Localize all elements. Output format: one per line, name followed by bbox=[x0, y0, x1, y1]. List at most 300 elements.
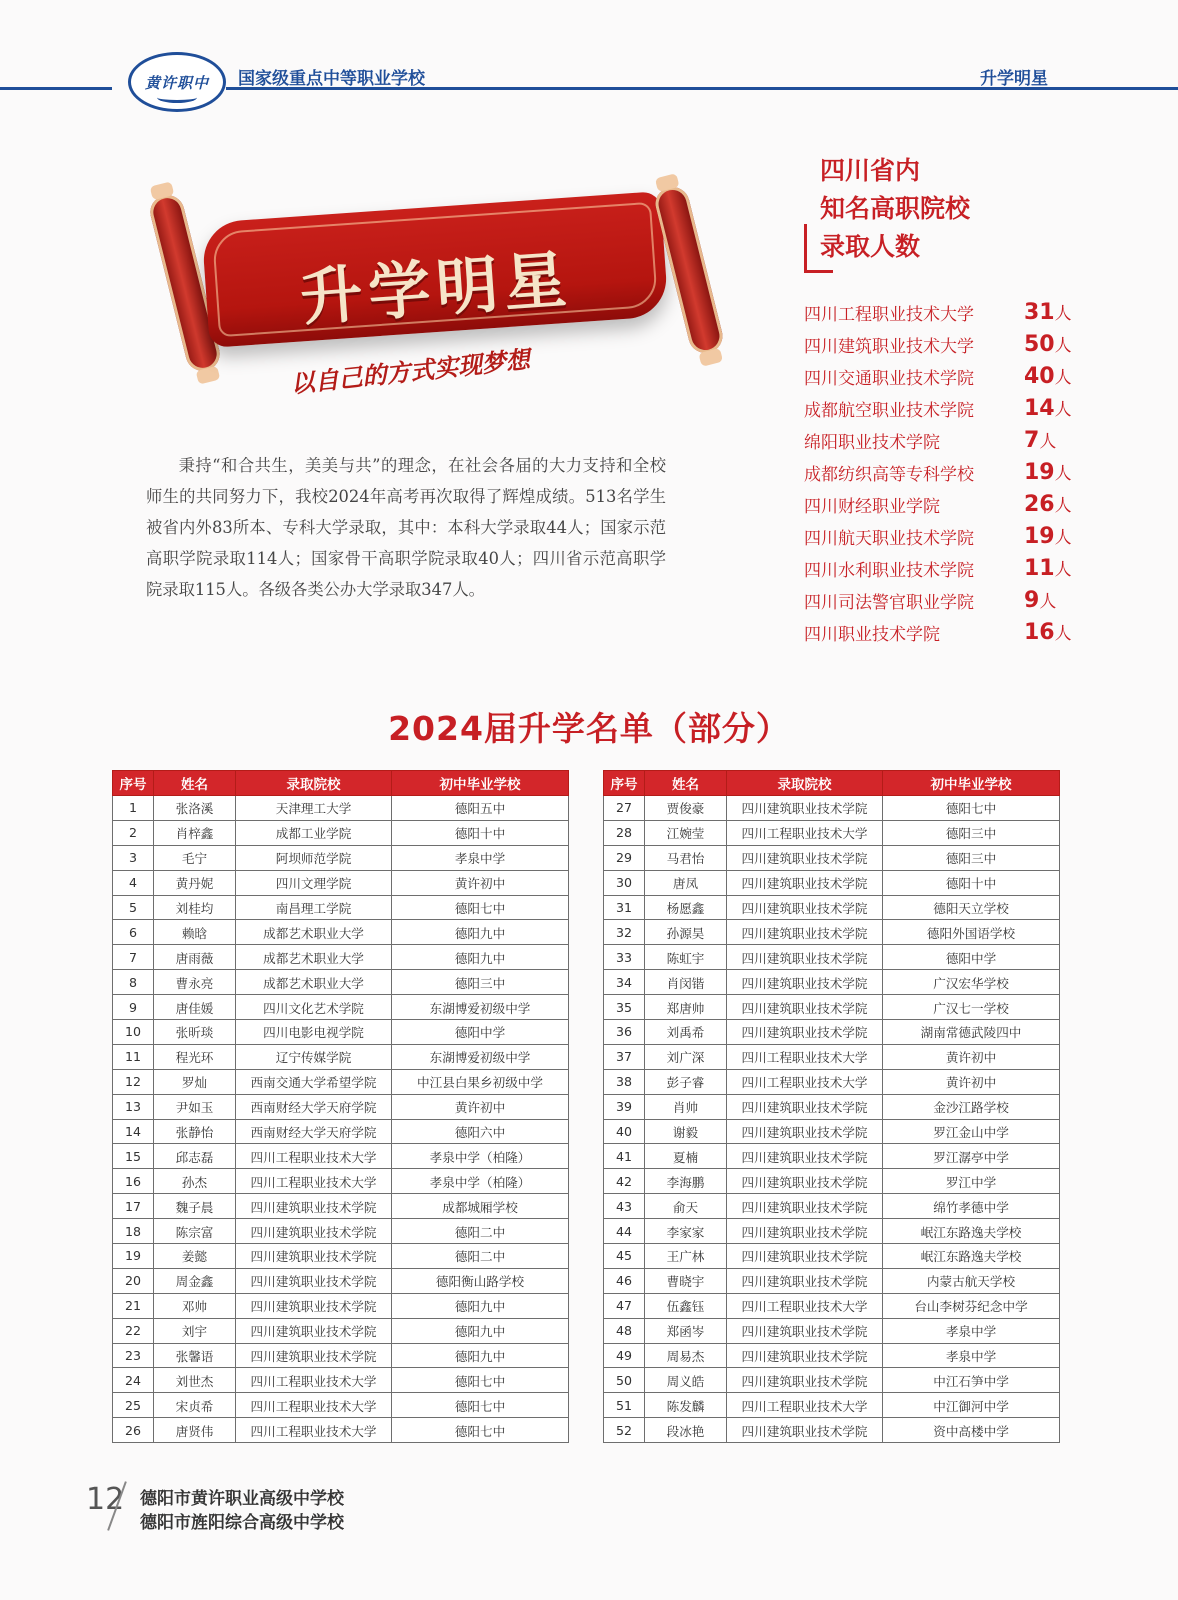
table-row bbox=[604, 1418, 1060, 1443]
cell-number: 3 bbox=[113, 845, 154, 870]
cell-number: 52 bbox=[604, 1418, 645, 1443]
table-row bbox=[113, 796, 569, 821]
cell-number: 39 bbox=[604, 1094, 645, 1119]
table-row bbox=[604, 1368, 1060, 1393]
cell-college: 四川建筑职业技术学院 bbox=[727, 895, 883, 920]
cell-student-name: 周金鑫 bbox=[154, 1268, 236, 1293]
cell-middle-school: 台山李树芬纪念中学 bbox=[883, 1293, 1060, 1318]
cell-student-name: 宋贞希 bbox=[154, 1393, 236, 1418]
cell-middle-school: 德阳三中 bbox=[392, 970, 569, 995]
stats-count-unit: 人 bbox=[1054, 400, 1072, 420]
cell-college: 成都艺术职业大学 bbox=[236, 945, 392, 970]
table-row bbox=[113, 1418, 569, 1443]
stats-item bbox=[804, 552, 1080, 584]
table-row bbox=[113, 1343, 569, 1368]
stats-count-unit: 人 bbox=[1054, 368, 1072, 388]
cell-middle-school: 德阳中学 bbox=[883, 945, 1060, 970]
cell-number: 41 bbox=[604, 1144, 645, 1169]
stats-title bbox=[820, 152, 970, 266]
cell-college: 四川建筑职业技术学院 bbox=[236, 1194, 392, 1219]
table-row bbox=[604, 1194, 1060, 1219]
table-row bbox=[113, 845, 569, 870]
cell-student-name: 杨愿鑫 bbox=[645, 895, 727, 920]
cell-number: 32 bbox=[604, 920, 645, 945]
cell-number: 36 bbox=[604, 1020, 645, 1045]
cell-middle-school: 德阳九中 bbox=[392, 1343, 569, 1368]
cell-college: 阿坝师范学院 bbox=[236, 845, 392, 870]
stats-count-value: 11 bbox=[1024, 556, 1055, 581]
cell-college: 四川电影电视学院 bbox=[236, 1020, 392, 1045]
cell-middle-school: 孝泉中学（柏隆） bbox=[392, 1144, 569, 1169]
cell-student-name: 谢毅 bbox=[645, 1119, 727, 1144]
cell-middle-school: 德阳九中 bbox=[392, 1318, 569, 1343]
cell-number: 5 bbox=[113, 895, 154, 920]
cell-student-name: 赖晗 bbox=[154, 920, 236, 945]
cell-student-name: 彭子睿 bbox=[645, 1069, 727, 1094]
cell-middle-school: 德阳七中 bbox=[392, 1418, 569, 1443]
cell-number: 37 bbox=[604, 1044, 645, 1069]
cell-college: 四川工程职业技术大学 bbox=[727, 1393, 883, 1418]
cell-college: 四川建筑职业技术学院 bbox=[727, 870, 883, 895]
table-header-row bbox=[113, 771, 569, 796]
cell-college: 四川工程职业技术大学 bbox=[727, 1069, 883, 1094]
cell-college: 四川建筑职业技术学院 bbox=[727, 1418, 883, 1443]
cell-number: 22 bbox=[113, 1318, 154, 1343]
cell-middle-school: 德阳九中 bbox=[392, 1293, 569, 1318]
stats-item bbox=[804, 616, 1080, 648]
cell-middle-school: 德阳外国语学校 bbox=[883, 920, 1060, 945]
stats-count-unit: 人 bbox=[1039, 432, 1057, 452]
cell-middle-school: 德阳七中 bbox=[392, 1368, 569, 1393]
cell-student-name: 曹晓宇 bbox=[645, 1268, 727, 1293]
cell-student-name: 姜懿 bbox=[154, 1244, 236, 1269]
cell-middle-school: 黄许初中 bbox=[883, 1069, 1060, 1094]
cell-college: 四川建筑职业技术学院 bbox=[236, 1343, 392, 1368]
table-row bbox=[604, 945, 1060, 970]
roster-table-left bbox=[112, 770, 569, 1443]
cell-number: 6 bbox=[113, 920, 154, 945]
stats-item bbox=[804, 488, 1080, 520]
list-title: 2024届升学名单（部分） bbox=[388, 709, 790, 748]
cell-student-name: 段冰艳 bbox=[645, 1418, 727, 1443]
col-header-number: 序号 bbox=[604, 771, 645, 796]
cell-college: 四川建筑职业技术学院 bbox=[727, 995, 883, 1020]
cell-student-name: 陈虹宇 bbox=[645, 945, 727, 970]
cell-middle-school: 德阳七中 bbox=[392, 1393, 569, 1418]
cell-college: 天津理工大学 bbox=[236, 796, 392, 821]
stats-item bbox=[804, 360, 1080, 392]
cell-student-name: 贾俊豪 bbox=[645, 796, 727, 821]
col-header-number: 序号 bbox=[113, 771, 154, 796]
cell-college: 成都艺术职业大学 bbox=[236, 970, 392, 995]
cell-number: 45 bbox=[604, 1244, 645, 1269]
stats-count bbox=[1024, 427, 1080, 453]
cell-middle-school: 德阳三中 bbox=[883, 820, 1060, 845]
cell-college: 四川建筑职业技术学院 bbox=[727, 920, 883, 945]
cell-college: 四川建筑职业技术学院 bbox=[236, 1293, 392, 1318]
cell-number: 8 bbox=[113, 970, 154, 995]
cell-number: 42 bbox=[604, 1169, 645, 1194]
stats-school: 绵阳职业技术学院 bbox=[804, 432, 940, 453]
cell-number: 7 bbox=[113, 945, 154, 970]
stats-title-line: 四川省内 bbox=[820, 156, 921, 185]
stats-count-value: 16 bbox=[1024, 620, 1055, 645]
cell-college: 辽宁传媒学院 bbox=[236, 1044, 392, 1069]
table-row bbox=[604, 1268, 1060, 1293]
banner-ribbon bbox=[201, 191, 669, 348]
cell-college: 四川工程职业技术大学 bbox=[236, 1393, 392, 1418]
cell-student-name: 肖帅 bbox=[645, 1094, 727, 1119]
cell-student-name: 刘世杰 bbox=[154, 1368, 236, 1393]
table-row bbox=[604, 845, 1060, 870]
cell-college: 四川建筑职业技术学院 bbox=[727, 1144, 883, 1169]
cell-student-name: 黄丹妮 bbox=[154, 870, 236, 895]
cell-college: 西南财经大学天府学院 bbox=[236, 1094, 392, 1119]
stats-count bbox=[1024, 587, 1080, 613]
stats-item bbox=[804, 584, 1080, 616]
cell-student-name: 邱志磊 bbox=[154, 1144, 236, 1169]
cell-number: 16 bbox=[113, 1169, 154, 1194]
cell-number: 2 bbox=[113, 820, 154, 845]
cell-number: 51 bbox=[604, 1393, 645, 1418]
stats-school: 四川工程职业技术大学 bbox=[804, 304, 974, 325]
cell-number: 26 bbox=[113, 1418, 154, 1443]
cell-middle-school: 德阳七中 bbox=[392, 895, 569, 920]
cell-college: 四川文理学院 bbox=[236, 870, 392, 895]
stats-list bbox=[804, 296, 1080, 648]
cell-student-name: 江婉莹 bbox=[645, 820, 727, 845]
table-row bbox=[604, 1244, 1060, 1269]
cell-student-name: 唐佳媛 bbox=[154, 995, 236, 1020]
stats-item bbox=[804, 328, 1080, 360]
cell-middle-school: 罗江金山中学 bbox=[883, 1119, 1060, 1144]
stats-count bbox=[1024, 491, 1080, 517]
table-row bbox=[113, 1219, 569, 1244]
cell-college: 四川工程职业技术大学 bbox=[727, 820, 883, 845]
cell-student-name: 伍鑫钰 bbox=[645, 1293, 727, 1318]
cell-middle-school: 罗江潺亭中学 bbox=[883, 1144, 1060, 1169]
cell-number: 33 bbox=[604, 945, 645, 970]
col-header-name: 姓名 bbox=[154, 771, 236, 796]
stats-count-value: 40 bbox=[1024, 364, 1055, 389]
header-section-title: 升学明星 bbox=[980, 69, 1048, 89]
cell-student-name: 唐雨薇 bbox=[154, 945, 236, 970]
cell-number: 35 bbox=[604, 995, 645, 1020]
cell-number: 27 bbox=[604, 796, 645, 821]
table-row bbox=[604, 820, 1060, 845]
cell-number: 17 bbox=[113, 1194, 154, 1219]
cell-number: 4 bbox=[113, 870, 154, 895]
cell-middle-school: 德阳天立学校 bbox=[883, 895, 1060, 920]
cell-college: 四川建筑职业技术学院 bbox=[727, 796, 883, 821]
cell-college: 西南交通大学希望学院 bbox=[236, 1069, 392, 1094]
cell-student-name: 周易杰 bbox=[645, 1343, 727, 1368]
cell-number: 46 bbox=[604, 1268, 645, 1293]
cell-student-name: 孙杰 bbox=[154, 1169, 236, 1194]
cell-student-name: 程光环 bbox=[154, 1044, 236, 1069]
cell-number: 24 bbox=[113, 1368, 154, 1393]
cell-college: 成都工业学院 bbox=[236, 820, 392, 845]
cell-college: 四川工程职业技术大学 bbox=[727, 1293, 883, 1318]
intro-paragraph: 秉持“和合共生，美美与共”的理念，在社会各届的大力支持和全校师生的共同努力下，我校2024年高考再次取得了辉煌成绩。513名学生被省内外83所本、专科大学录取，其中：本科大学录取44人；国家示范高职学院录取114人；国家骨干高职学院录取40人；四川省示范高职学院录取115人。各级各类公办大学录取347人。 bbox=[146, 456, 666, 599]
stats-count-value: 26 bbox=[1024, 492, 1055, 517]
cell-student-name: 孙源昊 bbox=[645, 920, 727, 945]
table-row bbox=[604, 1318, 1060, 1343]
banner-slogan: 以自己的方式实现梦想 bbox=[289, 344, 532, 399]
cell-student-name: 尹如玉 bbox=[154, 1094, 236, 1119]
cell-student-name: 魏子晨 bbox=[154, 1194, 236, 1219]
table-row bbox=[113, 1144, 569, 1169]
logo-wing-icon bbox=[157, 92, 197, 103]
cell-college: 四川建筑职业技术学院 bbox=[236, 1244, 392, 1269]
cell-middle-school: 湖南常德武陵四中 bbox=[883, 1020, 1060, 1045]
stats-title-line: 录取人数 bbox=[820, 232, 921, 261]
cell-number: 9 bbox=[113, 995, 154, 1020]
stats-item bbox=[804, 424, 1080, 456]
table-row bbox=[113, 995, 569, 1020]
cell-student-name: 唐贤伟 bbox=[154, 1418, 236, 1443]
cell-number: 49 bbox=[604, 1343, 645, 1368]
cell-student-name: 肖闵锴 bbox=[645, 970, 727, 995]
cell-middle-school: 德阳十中 bbox=[883, 870, 1060, 895]
cell-student-name: 刘广深 bbox=[645, 1044, 727, 1069]
table-row bbox=[604, 1044, 1060, 1069]
stats-count-value: 19 bbox=[1024, 460, 1055, 485]
cell-college: 四川建筑职业技术学院 bbox=[236, 1318, 392, 1343]
cell-college: 四川建筑职业技术学院 bbox=[727, 1268, 883, 1293]
table-row bbox=[113, 1194, 569, 1219]
cell-middle-school: 岷江东路逸夫学校 bbox=[883, 1219, 1060, 1244]
cell-student-name: 肖梓鑫 bbox=[154, 820, 236, 845]
cell-student-name: 刘宇 bbox=[154, 1318, 236, 1343]
cell-middle-school: 德阳十中 bbox=[392, 820, 569, 845]
cell-middle-school: 孝泉中学 bbox=[883, 1343, 1060, 1368]
cell-middle-school: 罗江中学 bbox=[883, 1169, 1060, 1194]
cell-student-name: 俞天 bbox=[645, 1194, 727, 1219]
stats-school: 四川职业技术学院 bbox=[804, 624, 940, 645]
cell-middle-school: 德阳九中 bbox=[392, 920, 569, 945]
cell-student-name: 夏楠 bbox=[645, 1144, 727, 1169]
table-row bbox=[604, 1144, 1060, 1169]
stats-item bbox=[804, 520, 1080, 552]
cell-number: 47 bbox=[604, 1293, 645, 1318]
table-row bbox=[113, 1044, 569, 1069]
cell-number: 12 bbox=[113, 1069, 154, 1094]
cell-college: 四川工程职业技术大学 bbox=[236, 1169, 392, 1194]
cell-college: 四川工程职业技术大学 bbox=[236, 1144, 392, 1169]
stats-item bbox=[804, 456, 1080, 488]
cell-student-name: 张昕琰 bbox=[154, 1020, 236, 1045]
cell-middle-school: 内蒙古航天学校 bbox=[883, 1268, 1060, 1293]
table-row bbox=[113, 1069, 569, 1094]
cell-college: 四川建筑职业技术学院 bbox=[727, 1020, 883, 1045]
col-header-college: 录取院校 bbox=[236, 771, 392, 796]
stats-school: 四川财经职业学院 bbox=[804, 496, 940, 517]
table-row bbox=[113, 1318, 569, 1343]
table-row bbox=[604, 1020, 1060, 1045]
header-rule-left bbox=[0, 87, 112, 90]
cell-middle-school: 德阳三中 bbox=[883, 845, 1060, 870]
table-row bbox=[604, 1119, 1060, 1144]
cell-student-name: 邓帅 bbox=[154, 1293, 236, 1318]
cell-number: 43 bbox=[604, 1194, 645, 1219]
stats-count bbox=[1024, 299, 1080, 325]
cell-middle-school: 中江县白果乡初级中学 bbox=[392, 1069, 569, 1094]
stats-count-value: 31 bbox=[1024, 300, 1055, 325]
cell-number: 10 bbox=[113, 1020, 154, 1045]
cell-student-name: 张馨语 bbox=[154, 1343, 236, 1368]
cell-number: 20 bbox=[113, 1268, 154, 1293]
cell-middle-school: 德阳二中 bbox=[392, 1219, 569, 1244]
cell-number: 28 bbox=[604, 820, 645, 845]
table-row bbox=[604, 796, 1060, 821]
table-row bbox=[604, 1169, 1060, 1194]
cell-middle-school: 孝泉中学 bbox=[392, 845, 569, 870]
stats-count bbox=[1024, 619, 1080, 645]
table-row bbox=[113, 1020, 569, 1045]
stats-count-value: 7 bbox=[1024, 428, 1040, 453]
cell-college: 四川工程职业技术大学 bbox=[236, 1368, 392, 1393]
stats-count-value: 19 bbox=[1024, 524, 1055, 549]
cell-middle-school: 德阳六中 bbox=[392, 1119, 569, 1144]
stats-count-unit: 人 bbox=[1054, 336, 1072, 356]
cell-student-name: 张洛溪 bbox=[154, 796, 236, 821]
cell-middle-school: 德阳五中 bbox=[392, 796, 569, 821]
stats-item bbox=[804, 392, 1080, 424]
cell-number: 15 bbox=[113, 1144, 154, 1169]
cell-middle-school: 黄许初中 bbox=[392, 870, 569, 895]
stats-count-value: 9 bbox=[1024, 588, 1040, 613]
cell-number: 40 bbox=[604, 1119, 645, 1144]
cell-middle-school: 中江御河中学 bbox=[883, 1393, 1060, 1418]
table-row bbox=[604, 1393, 1060, 1418]
cell-college: 四川建筑职业技术学院 bbox=[727, 1244, 883, 1269]
cell-college: 四川建筑职业技术学院 bbox=[727, 970, 883, 995]
col-header-name: 姓名 bbox=[645, 771, 727, 796]
stats-school: 成都纺织高等专科学校 bbox=[804, 464, 974, 485]
table-row bbox=[113, 1119, 569, 1144]
stats-count-unit: 人 bbox=[1054, 496, 1072, 516]
table-row bbox=[604, 895, 1060, 920]
footer-school-2: 德阳市旌阳综合高级中学校 bbox=[140, 1513, 344, 1533]
col-header-college: 录取院校 bbox=[727, 771, 883, 796]
cell-student-name: 陈宗富 bbox=[154, 1219, 236, 1244]
stats-count bbox=[1024, 331, 1080, 357]
stats-count bbox=[1024, 459, 1080, 485]
table-row bbox=[113, 820, 569, 845]
cell-college: 四川建筑职业技术学院 bbox=[727, 1094, 883, 1119]
cell-student-name: 郑唐帅 bbox=[645, 995, 727, 1020]
footer-school-1: 德阳市黄许职业高级中学校 bbox=[140, 1489, 344, 1509]
table-row bbox=[113, 895, 569, 920]
table-row bbox=[604, 1293, 1060, 1318]
cell-number: 21 bbox=[113, 1293, 154, 1318]
stats-count bbox=[1024, 555, 1080, 581]
stats-count-unit: 人 bbox=[1054, 304, 1072, 324]
stats-count-unit: 人 bbox=[1054, 464, 1072, 484]
cell-student-name: 罗灿 bbox=[154, 1069, 236, 1094]
table-row bbox=[113, 970, 569, 995]
stats-bracket bbox=[804, 224, 833, 273]
cell-student-name: 李海鹏 bbox=[645, 1169, 727, 1194]
cell-student-name: 周义皓 bbox=[645, 1368, 727, 1393]
cell-student-name: 张静怡 bbox=[154, 1119, 236, 1144]
col-header-middle-school: 初中毕业学校 bbox=[392, 771, 569, 796]
table-row bbox=[113, 870, 569, 895]
cell-number: 50 bbox=[604, 1368, 645, 1393]
cell-number: 14 bbox=[113, 1119, 154, 1144]
header-school-type: 国家级重点中等职业学校 bbox=[238, 69, 425, 89]
cell-middle-school: 广汉宏华学校 bbox=[883, 970, 1060, 995]
table-row bbox=[604, 970, 1060, 995]
table-row bbox=[113, 1368, 569, 1393]
cell-number: 38 bbox=[604, 1069, 645, 1094]
cell-middle-school: 德阳二中 bbox=[392, 1244, 569, 1269]
stats-count bbox=[1024, 523, 1080, 549]
cell-college: 四川建筑职业技术学院 bbox=[236, 1219, 392, 1244]
cell-number: 25 bbox=[113, 1393, 154, 1418]
cell-student-name: 刘禹希 bbox=[645, 1020, 727, 1045]
table-row bbox=[113, 1169, 569, 1194]
cell-college: 四川建筑职业技术学院 bbox=[727, 1368, 883, 1393]
logo-text: 黄许职中 bbox=[144, 73, 209, 92]
cell-number: 31 bbox=[604, 895, 645, 920]
cell-college: 四川建筑职业技术学院 bbox=[727, 1318, 883, 1343]
cell-middle-school: 东湖博爱初级中学 bbox=[392, 1044, 569, 1069]
cell-middle-school: 黄许初中 bbox=[392, 1094, 569, 1119]
cell-college: 西南财经大学天府学院 bbox=[236, 1119, 392, 1144]
stats-school: 四川水利职业技术学院 bbox=[804, 560, 974, 581]
stats-count bbox=[1024, 395, 1080, 421]
stats-school: 成都航空职业技术学院 bbox=[804, 400, 974, 421]
cell-number: 18 bbox=[113, 1219, 154, 1244]
banner-title: 升学明星 bbox=[298, 242, 575, 335]
page-number: 12 bbox=[86, 1482, 125, 1517]
stats-count-unit: 人 bbox=[1039, 592, 1057, 612]
cell-number: 34 bbox=[604, 970, 645, 995]
cell-middle-school: 孝泉中学（柏隆） bbox=[392, 1169, 569, 1194]
stats-school: 四川司法警官职业学院 bbox=[804, 592, 974, 613]
cell-middle-school: 东湖博爱初级中学 bbox=[392, 995, 569, 1020]
stats-count-unit: 人 bbox=[1054, 560, 1072, 580]
cell-number: 23 bbox=[113, 1343, 154, 1368]
table-row bbox=[113, 1393, 569, 1418]
cell-middle-school: 孝泉中学 bbox=[883, 1318, 1060, 1343]
cell-student-name: 王广林 bbox=[645, 1244, 727, 1269]
cell-middle-school: 德阳中学 bbox=[392, 1020, 569, 1045]
table-row bbox=[604, 1069, 1060, 1094]
cell-number: 13 bbox=[113, 1094, 154, 1119]
cell-middle-school: 德阳衡山路学校 bbox=[392, 1268, 569, 1293]
cell-student-name: 曹永亮 bbox=[154, 970, 236, 995]
table-row bbox=[113, 1094, 569, 1119]
table-row bbox=[604, 870, 1060, 895]
cell-college: 南昌理工学院 bbox=[236, 895, 392, 920]
cell-college: 四川建筑职业技术学院 bbox=[727, 845, 883, 870]
cell-number: 48 bbox=[604, 1318, 645, 1343]
cell-number: 19 bbox=[113, 1244, 154, 1269]
cell-student-name: 郑函岑 bbox=[645, 1318, 727, 1343]
cell-number: 11 bbox=[113, 1044, 154, 1069]
cell-middle-school: 岷江东路逸夫学校 bbox=[883, 1244, 1060, 1269]
table-row bbox=[113, 945, 569, 970]
cell-college: 四川建筑职业技术学院 bbox=[727, 945, 883, 970]
cell-college: 四川工程职业技术大学 bbox=[236, 1418, 392, 1443]
table-row bbox=[604, 995, 1060, 1020]
cell-middle-school: 绵竹孝德中学 bbox=[883, 1194, 1060, 1219]
cell-middle-school: 资中高楼中学 bbox=[883, 1418, 1060, 1443]
stats-count-unit: 人 bbox=[1054, 624, 1072, 644]
